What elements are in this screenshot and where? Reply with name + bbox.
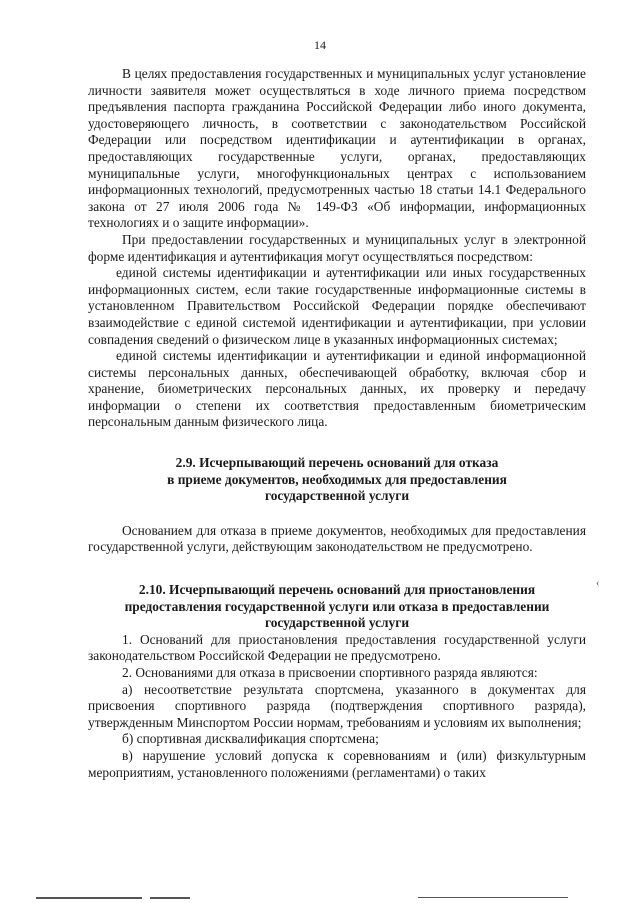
- heading-line: государственной услуги: [264, 615, 410, 631]
- heading-line: в приеме документов, необходимых для предоставления: [167, 471, 507, 487]
- heading-line: 2.10. Исчерпывающий перечень оснований для приостановления: [138, 582, 536, 598]
- page-number: 14: [314, 38, 326, 52]
- paragraph-item-c: в) нарушение условий допуска к соревнованиям и (или) физкультурным мероприятиям, установленного положениями (регламентами) о таких: [88, 747, 586, 780]
- footer-rule-left: [36, 897, 142, 899]
- section-2-10-heading: [88, 582, 586, 632]
- footer-rule-right: [418, 897, 568, 898]
- document-body: [88, 66, 586, 781]
- section-2-9-text: Основанием для отказа в приеме документов, необходимых для предоставления государственной услуги, действующим законодательством не предусмотрено.: [88, 522, 586, 555]
- paragraph-biometric: единой системы идентификации и аутентификации и единой информационной системы персональных данных, обеспечивающей обработку, включая сбор и хранение, биометрических персональных данных, их проверку и передачу информации о степени их соответствия предоставленным биометрическим персональным данным физического лица.: [88, 348, 586, 430]
- margin-mark: ‹: [596, 578, 600, 589]
- paragraph-item-b: б) спортивная дисквалификация спортсмена;: [122, 731, 379, 747]
- paragraph-no-suspension: 1. Оснований для приостановления предоставления государственной услуги законодательством Российской Федерации не предусмотрено.: [88, 631, 586, 664]
- section-2-9-heading: [88, 455, 586, 505]
- paragraph-refusal-grounds: 2. Основаниями для отказа в присвоении спортивного разряда являются:: [122, 665, 538, 680]
- heading-line: предоставления государственной услуги или отказа в предоставлении: [124, 598, 550, 614]
- paragraph-item-a: а) несоответствие результата спортсмена, указанного в документах для присвоения спортивного разряда (подтверждения спортивного разряда), утвержденным Минспортом России нормам, требованиям и условиям их выполнения;: [88, 681, 586, 730]
- heading-line: 2.9. Исчерпывающий перечень оснований для отказа: [175, 455, 499, 471]
- footer-rule-mid: [150, 897, 190, 899]
- paragraph-esia: единой системы идентификации и аутентификации или иных государственных информационных систем, если такие государственные информационные системы в установленном Правительством Российской Федерации порядке обеспечивают взаимодействие с единой системой идентификации и аутентификации, при условии совпадения сведений о физическом лице в указанных информационных системах;: [88, 265, 586, 347]
- paragraph-identification: В целях предоставления государственных и муниципальных услуг установление личности заявителя может осуществляться в ходе личного приема посредством предъявления паспорта гражданина Российской Федерации либо иного документа, удостоверяющего личность, в соответствии с законодательством Российской Федерации или посредством идентификации и аутентификации в органах, предоставляющих государственные услуги, органах, предоставляющих муниципальные услуги, многофункциональных центрах с использованием информационных технологий, предусмотренных частью 18 статьи 14.1 Федерального закона от 27 июля 2006 года № 149-ФЗ «Об информации, информационных технологиях и о защите информации».: [88, 66, 586, 231]
- paragraph-electronic-form: При предоставлении государственных и муниципальных услуг в электронной форме идентификация и аутентификация могут осуществляться посредством:: [88, 231, 586, 264]
- heading-line: государственной услуги: [264, 488, 410, 504]
